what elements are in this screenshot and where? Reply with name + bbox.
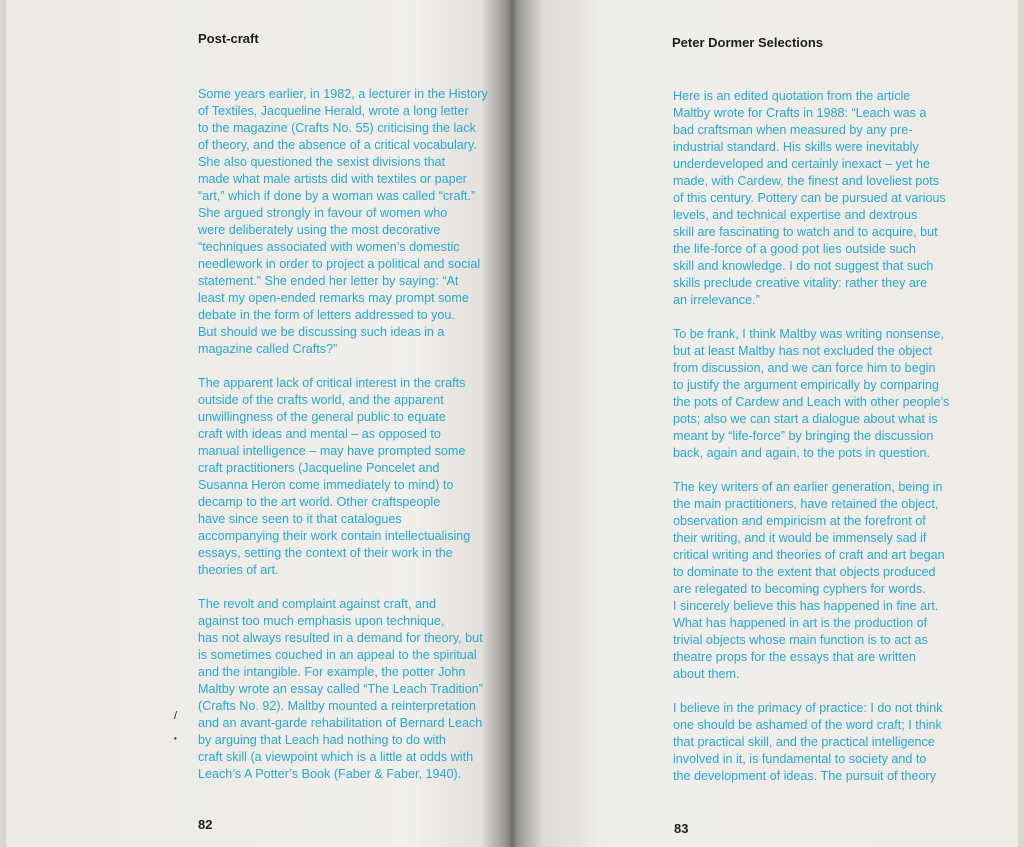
text-line: industrial standard. His skills were inevitably — [673, 140, 919, 154]
text-line: observation and empiricism at the forefront of — [673, 514, 926, 528]
text-line: have since seen to it that catalogues — [198, 512, 402, 526]
text-line: Maltby wrote an essay called “The Leach Tradition” — [198, 682, 483, 696]
paragraph — [198, 375, 498, 579]
text-line: accompanying their work contain intellectualising — [198, 529, 471, 543]
paragraph — [198, 596, 498, 783]
text-line: about them. — [673, 667, 740, 681]
text-line: their writing, and it would be immensely sad if — [673, 531, 927, 545]
right-text-column — [673, 88, 973, 802]
text-line: essays, setting the context of their work in the — [198, 546, 453, 560]
text-line: skill and knowledge. I do not suggest that such — [673, 259, 934, 273]
right-page-edge — [1018, 0, 1024, 847]
text-line: craft practitioners (Jacqueline Poncelet and — [198, 461, 440, 475]
text-line: but at least Maltby has not excluded the object — [673, 344, 933, 358]
text-line: skills preclude creative vitality: rather they are — [673, 276, 928, 290]
text-line: pots; also we can start a dialogue about what is — [673, 412, 938, 426]
text-line: made, with Cardew, the finest and loveliest pots — [673, 174, 940, 188]
text-line: bad craftsman when measured by any pre- — [673, 123, 913, 137]
text-line: theories of art. — [198, 563, 279, 577]
text-line: to justify the argument empirically by comparing — [673, 378, 939, 392]
page-number-right: 83 — [674, 821, 689, 836]
text-line: involved in it, is fundamental to society and to — [673, 752, 927, 766]
text-line: “techniques associated with women’s domestic — [198, 240, 460, 254]
text-line: is sometimes couched in an appeal to the spiritual — [198, 648, 477, 662]
text-line: against too much emphasis upon technique, — [198, 614, 445, 628]
left-page-edge — [0, 0, 6, 847]
margin-mark-slash: / — [174, 710, 178, 722]
paragraph — [673, 700, 973, 785]
text-line: Susanna Heron come immediately to mind) to — [198, 478, 454, 492]
text-line: one should be ashamed of the word craft; I think — [673, 718, 942, 732]
text-line: Maltby wrote for Crafts in 1988: “Leach was a — [673, 106, 927, 120]
text-line: and the intangible. For example, the potter John — [198, 665, 466, 679]
text-line: underdeveloped and certainly inexact – yet he — [673, 157, 930, 171]
text-line: to dominate to the extent that objects produced — [673, 565, 936, 579]
text-line: craft skill (a viewpoint which is a little at odds with — [198, 750, 474, 764]
text-line: critical writing and theories of craft and art began — [673, 548, 945, 562]
text-line: needlework in order to project a political and social — [198, 257, 481, 271]
text-line: the main practitioners, have retained the object, — [673, 497, 939, 511]
text-line: The apparent lack of critical interest in the crafts — [198, 376, 466, 390]
paragraph — [198, 86, 498, 358]
text-line: meant by “life-force” by bringing the discussion — [673, 429, 934, 443]
text-line: of Textiles, Jacqueline Herald, wrote a long letter — [198, 104, 469, 118]
text-line: I believe in the primacy of practice: I do not think — [673, 701, 943, 715]
text-line: to the magazine (Crafts No. 55) criticising the lack — [198, 121, 476, 135]
text-line: made what male artists did with textiles or paper — [198, 172, 467, 186]
margin-mark-dot: • — [174, 734, 177, 743]
text-line: back, again and again, to the pots in question. — [673, 446, 930, 460]
text-line: She argued strongly in favour of women who — [198, 206, 448, 220]
text-line: statement.” She ended her letter by saying: “At — [198, 274, 459, 288]
text-line: were deliberately using the most decorative — [198, 223, 441, 237]
text-line: unwillingness of the general public to equate — [198, 410, 446, 424]
text-line: The revolt and complaint against craft, and — [198, 597, 437, 611]
text-line: of this century. Pottery can be pursued at various — [673, 191, 946, 205]
text-line: The key writers of an earlier generation, being in — [673, 480, 943, 494]
text-line: Leach’s A Potter’s Book (Faber & Faber, 1940). — [198, 767, 462, 781]
text-line: magazine called Crafts?” — [198, 342, 338, 356]
text-line: skill are fascinating to watch and to acquire, but — [673, 225, 938, 239]
text-line: Some years earlier, in 1982, a lecturer in the History — [198, 87, 488, 101]
text-line: levels, and technical expertise and dextrous — [673, 208, 918, 222]
text-line: an irrelevance.” — [673, 293, 760, 307]
text-line: theatre props for the essays that are written — [673, 650, 916, 664]
text-line: least my open-ended remarks may prompt some — [198, 291, 469, 305]
text-line: has not always resulted in a demand for theory, but — [198, 631, 483, 645]
text-line: “art,” which if done by a woman was called “craft.” — [198, 189, 476, 203]
text-line: that practical skill, and the practical intelligence — [673, 735, 935, 749]
text-line: the life-force of a good pot lies outside such — [673, 242, 916, 256]
text-line: outside of the crafts world, and the apparent — [198, 393, 444, 407]
left-page — [0, 0, 508, 847]
running-head-left: Post-craft — [198, 31, 259, 46]
text-line: craft with ideas and mental – as opposed to — [198, 427, 441, 441]
left-text-column — [198, 86, 498, 800]
text-line: But should we be discussing such ideas in a — [198, 325, 445, 339]
text-line: (Crafts No. 92). Maltby mounted a reinterpretation — [198, 699, 476, 713]
text-line: manual intelligence – may have prompted some — [198, 444, 466, 458]
text-line: decamp to the art world. Other craftspeople — [198, 495, 441, 509]
text-line: are relegated to becoming cyphers for words. — [673, 582, 926, 596]
paragraph — [673, 88, 973, 309]
text-line: of theory, and the absence of a critical vocabulary. — [198, 138, 477, 152]
text-line: She also questioned the sexist divisions that — [198, 155, 446, 169]
text-line: debate in the form of letters addressed to you. — [198, 308, 455, 322]
text-line: What has happened in art is the production of — [673, 616, 928, 630]
paragraph — [673, 479, 973, 683]
page-number-left: 82 — [198, 817, 213, 832]
paragraph — [673, 326, 973, 462]
text-line: from discussion, and we can force him to begin — [673, 361, 936, 375]
text-line: and an avant-garde rehabilitation of Bernard Leach — [198, 716, 483, 730]
text-line: To be frank, I think Maltby was writing nonsense, — [673, 327, 944, 341]
text-line: I sincerely believe this has happened in fine art. — [673, 599, 939, 613]
right-page — [516, 0, 1024, 847]
text-line: the pots of Cardew and Leach with other people’s — [673, 395, 950, 409]
text-line: trivial objects whose main function is to act as — [673, 633, 928, 647]
running-head-right: Peter Dormer Selections — [672, 35, 824, 50]
text-line: by arguing that Leach had nothing to do with — [198, 733, 446, 747]
text-line: Here is an edited quotation from the article — [673, 89, 911, 103]
text-line: the development of ideas. The pursuit of theory — [673, 769, 936, 783]
